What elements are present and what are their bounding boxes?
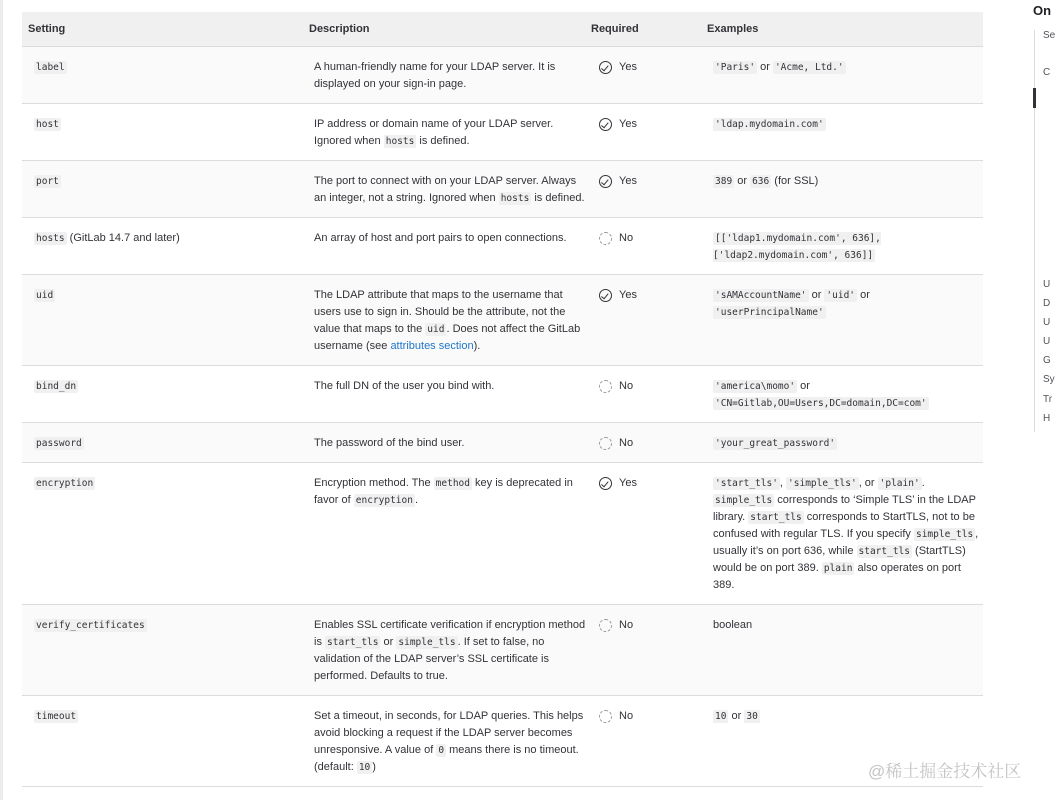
- text-span: Encryption method. The: [314, 477, 434, 489]
- header-examples: Examples: [707, 23, 759, 35]
- required-cell: [590, 104, 707, 160]
- description-cell: [309, 463, 590, 604]
- setting-cell: [22, 275, 309, 365]
- text-span: (GitLab 14.7 and later): [66, 232, 180, 244]
- table-row: [22, 104, 983, 161]
- text-span: ): [372, 761, 376, 773]
- table-header-row: [22, 12, 983, 47]
- examples-cell: [707, 366, 983, 422]
- required-label: No: [619, 619, 634, 631]
- examples-cell: [707, 463, 983, 604]
- dashed-circle-icon: [599, 619, 612, 632]
- inline-code: hosts: [500, 193, 530, 204]
- inline-code: 'your_great_password': [715, 438, 836, 449]
- inline-code: 10: [358, 762, 371, 773]
- examples-cell: [707, 47, 983, 103]
- inline-code: start_tls: [327, 637, 379, 648]
- inline-code: hosts: [385, 136, 415, 147]
- header-setting: Setting: [28, 23, 66, 35]
- inline-code: 'uid': [826, 290, 856, 301]
- setting-cell: [22, 104, 309, 160]
- text-span: .: [921, 477, 925, 489]
- sidebar-item[interactable]: U: [1043, 336, 1051, 347]
- description-cell: [309, 366, 590, 422]
- table-row: [22, 696, 983, 787]
- description-cell: [309, 605, 590, 695]
- required-cell: [590, 161, 707, 217]
- text-span: corresponds to ‘Simple TLS’ in the LDAP library.: [713, 494, 976, 523]
- setting-cell: [22, 366, 309, 422]
- inline-code: method: [435, 478, 470, 489]
- dashed-circle-icon: [599, 232, 612, 245]
- text-span: key is deprecated in favor of: [314, 477, 573, 506]
- sidebar-active-marker: [1033, 88, 1036, 108]
- inline-code: start_tls: [750, 512, 802, 523]
- examples-cell: [707, 605, 983, 695]
- text-span: IP address or domain name of your LDAP server. Ignored when: [314, 118, 554, 147]
- description-cell: [309, 104, 590, 160]
- ldap-settings-table: [22, 12, 983, 787]
- description-cell: [309, 47, 590, 103]
- inline-code: 'sAMAccountName': [715, 290, 807, 301]
- sidebar-item[interactable]: Sy: [1043, 374, 1055, 385]
- inline-code: 'plain': [879, 478, 920, 489]
- description-cell: [309, 423, 590, 462]
- description-cell: [309, 218, 590, 274]
- text-span: or: [380, 636, 397, 648]
- text-span: or: [734, 175, 751, 187]
- inline-code: 30: [746, 711, 758, 722]
- inline-code: encryption: [36, 478, 94, 489]
- check-circle-icon: [599, 61, 612, 74]
- examples-cell: [707, 104, 983, 160]
- required-indicator: [599, 173, 707, 190]
- setting-cell: [22, 423, 309, 462]
- required-cell: [590, 275, 707, 365]
- table-row: [22, 463, 983, 605]
- inline-code: 'CN=Gitlab,OU=Users,DC=domain,DC=com': [715, 398, 927, 409]
- text-span: means there is no timeout. (default:: [314, 744, 579, 773]
- required-label: Yes: [619, 175, 637, 187]
- watermark: @稀土掘金技术社区: [868, 762, 1022, 781]
- sidebar-item[interactable]: H: [1043, 413, 1051, 424]
- check-circle-icon: [599, 118, 612, 131]
- text-span: is defined.: [531, 192, 585, 204]
- sidebar-item[interactable]: U: [1043, 279, 1051, 290]
- on-this-page-sidebar: [1031, 0, 1055, 800]
- required-cell: [590, 605, 707, 695]
- inline-code: simple_tls: [715, 495, 773, 506]
- text-span: Enables SSL certificate verification if encryption method is: [314, 619, 586, 648]
- required-cell: [590, 218, 707, 274]
- inline-code: uid: [427, 324, 445, 335]
- required-cell: [590, 696, 707, 786]
- text-span: ,: [779, 477, 787, 489]
- required-cell: [590, 366, 707, 422]
- required-label: Yes: [619, 61, 637, 73]
- inline-code: plain: [823, 563, 853, 574]
- inline-code: 'simple_tls': [788, 478, 857, 489]
- text-span: or: [728, 710, 745, 722]
- text-span: The full DN of the user you bind with.: [314, 380, 495, 392]
- required-cell: [590, 463, 707, 604]
- required-label: No: [619, 437, 634, 449]
- check-circle-icon: [599, 477, 612, 490]
- required-indicator: [599, 378, 707, 395]
- examples-cell: [707, 275, 983, 365]
- sidebar-item[interactable]: U: [1043, 317, 1051, 328]
- text-span: Set a timeout, in seconds, for LDAP queries. This helps avoid blocking a request if the LDAP server becomes unresponsive. A value of: [314, 710, 584, 756]
- text-span: also operates on port 389.: [713, 562, 961, 591]
- table-row: [22, 423, 983, 463]
- required-indicator: [599, 708, 707, 725]
- text-span: or: [757, 61, 773, 73]
- setting-cell: [22, 47, 309, 103]
- dashed-circle-icon: [599, 380, 612, 393]
- inline-code: host: [36, 119, 59, 130]
- setting-cell: [22, 218, 309, 274]
- examples-cell: [707, 218, 983, 274]
- inline-code: port: [36, 176, 59, 187]
- inline-code: 'ldap.mydomain.com': [715, 119, 824, 130]
- required-label: Yes: [619, 289, 637, 301]
- inline-code: 'userPrincipalName': [715, 307, 824, 318]
- inline-code: 'Acme, Ltd.': [774, 62, 844, 73]
- text-span: corresponds to StartTLS, not to be confused with regular TLS. If you specify: [713, 511, 975, 540]
- text-span: is defined.: [416, 135, 470, 147]
- inline-code: [['ldap1.mydomain.com', 636], ['ldap2.mydomain.com', 636]]: [713, 233, 881, 261]
- required-indicator: [599, 230, 707, 247]
- text-span: or: [857, 289, 870, 301]
- required-cell: [590, 47, 707, 103]
- table-body: [22, 47, 983, 787]
- text-span: The LDAP attribute that maps to the username that users use to sign in. Should be the attribute, not the value that maps to the: [314, 289, 566, 335]
- header-required: Required: [591, 23, 639, 35]
- inline-code: 10: [715, 711, 727, 722]
- text-span: . Does not affect the GitLab username (see: [314, 323, 581, 352]
- sidebar-item[interactable]: Se: [1043, 30, 1055, 41]
- table-row: [22, 605, 983, 696]
- examples-cell: [707, 161, 983, 217]
- page-left-border: [0, 0, 3, 800]
- inline-code: 'Paris': [715, 62, 756, 73]
- inline-code: timeout: [36, 711, 77, 722]
- required-indicator: [599, 475, 707, 492]
- header-description: Description: [309, 23, 370, 35]
- text-span: (StartTLS) would be on port 389.: [713, 545, 966, 574]
- description-cell: [309, 161, 590, 217]
- text-span: The password of the bind user.: [314, 437, 465, 449]
- sidebar-item[interactable]: C: [1043, 67, 1051, 78]
- inline-code: hosts: [36, 233, 65, 244]
- attributes-section-link[interactable]: attributes section: [390, 340, 474, 352]
- table-row: [22, 275, 983, 366]
- required-indicator: [599, 59, 707, 76]
- inline-code: encryption: [355, 495, 413, 506]
- required-indicator: [599, 116, 707, 133]
- table-row: [22, 47, 983, 104]
- setting-cell: [22, 463, 309, 604]
- inline-code: 0: [438, 745, 445, 756]
- required-indicator: [599, 617, 707, 634]
- sidebar-item[interactable]: Tr: [1043, 394, 1053, 405]
- description-cell: [309, 696, 590, 786]
- text-span: or: [808, 289, 825, 301]
- inline-code: 'start_tls': [715, 478, 778, 489]
- setting-cell: [22, 696, 309, 786]
- required-label: No: [619, 380, 634, 392]
- text-span: , or: [858, 477, 878, 489]
- inline-code: start_tls: [858, 546, 910, 557]
- required-indicator: [599, 287, 707, 304]
- setting-cell: [22, 161, 309, 217]
- dashed-circle-icon: [599, 710, 612, 723]
- text-span: (for SSL): [771, 175, 819, 187]
- text-span: . If set to false, no validation of the LDAP server’s SSL certificate is performed. Defaults to true.: [314, 636, 549, 682]
- inline-code: password: [36, 438, 82, 449]
- check-circle-icon: [599, 289, 612, 302]
- inline-code: 389: [715, 176, 733, 187]
- inline-code: simple_tls: [398, 637, 456, 648]
- required-label: No: [619, 710, 634, 722]
- table-row: [22, 161, 983, 218]
- sidebar-title: On: [1033, 3, 1052, 18]
- inline-code: label: [36, 62, 65, 73]
- required-indicator: [599, 435, 707, 452]
- required-label: Yes: [619, 118, 637, 130]
- inline-code: simple_tls: [915, 529, 974, 540]
- table-row: [22, 366, 983, 423]
- sidebar-item[interactable]: G: [1043, 355, 1051, 366]
- examples-cell: [707, 423, 983, 462]
- setting-cell: [22, 605, 309, 695]
- required-cell: [590, 423, 707, 462]
- inline-code: bind_dn: [36, 381, 77, 392]
- required-label: Yes: [619, 477, 637, 489]
- inline-code: 'america\momo': [715, 381, 796, 392]
- sidebar-item[interactable]: D: [1043, 298, 1051, 309]
- text-span: ).: [473, 340, 481, 352]
- text-span: The port to connect with on your LDAP server. Always an integer, not a string. Ignored when: [314, 175, 577, 204]
- table-row: [22, 218, 983, 275]
- check-circle-icon: [599, 175, 612, 188]
- text-span: , usually it’s on port 636, while: [713, 528, 979, 557]
- required-label: No: [619, 232, 634, 244]
- text-span: boolean: [713, 619, 753, 631]
- inline-code: 636: [752, 176, 770, 187]
- inline-code: verify_certificates: [36, 620, 145, 631]
- text-span: .: [414, 494, 419, 506]
- text-span: An array of host and port pairs to open connections.: [314, 232, 567, 244]
- text-span: or: [797, 380, 810, 392]
- text-span: A human-friendly name for your LDAP server. It is displayed on your sign-in page.: [314, 61, 556, 90]
- description-cell: [309, 275, 590, 365]
- dashed-circle-icon: [599, 437, 612, 450]
- inline-code: uid: [36, 290, 54, 301]
